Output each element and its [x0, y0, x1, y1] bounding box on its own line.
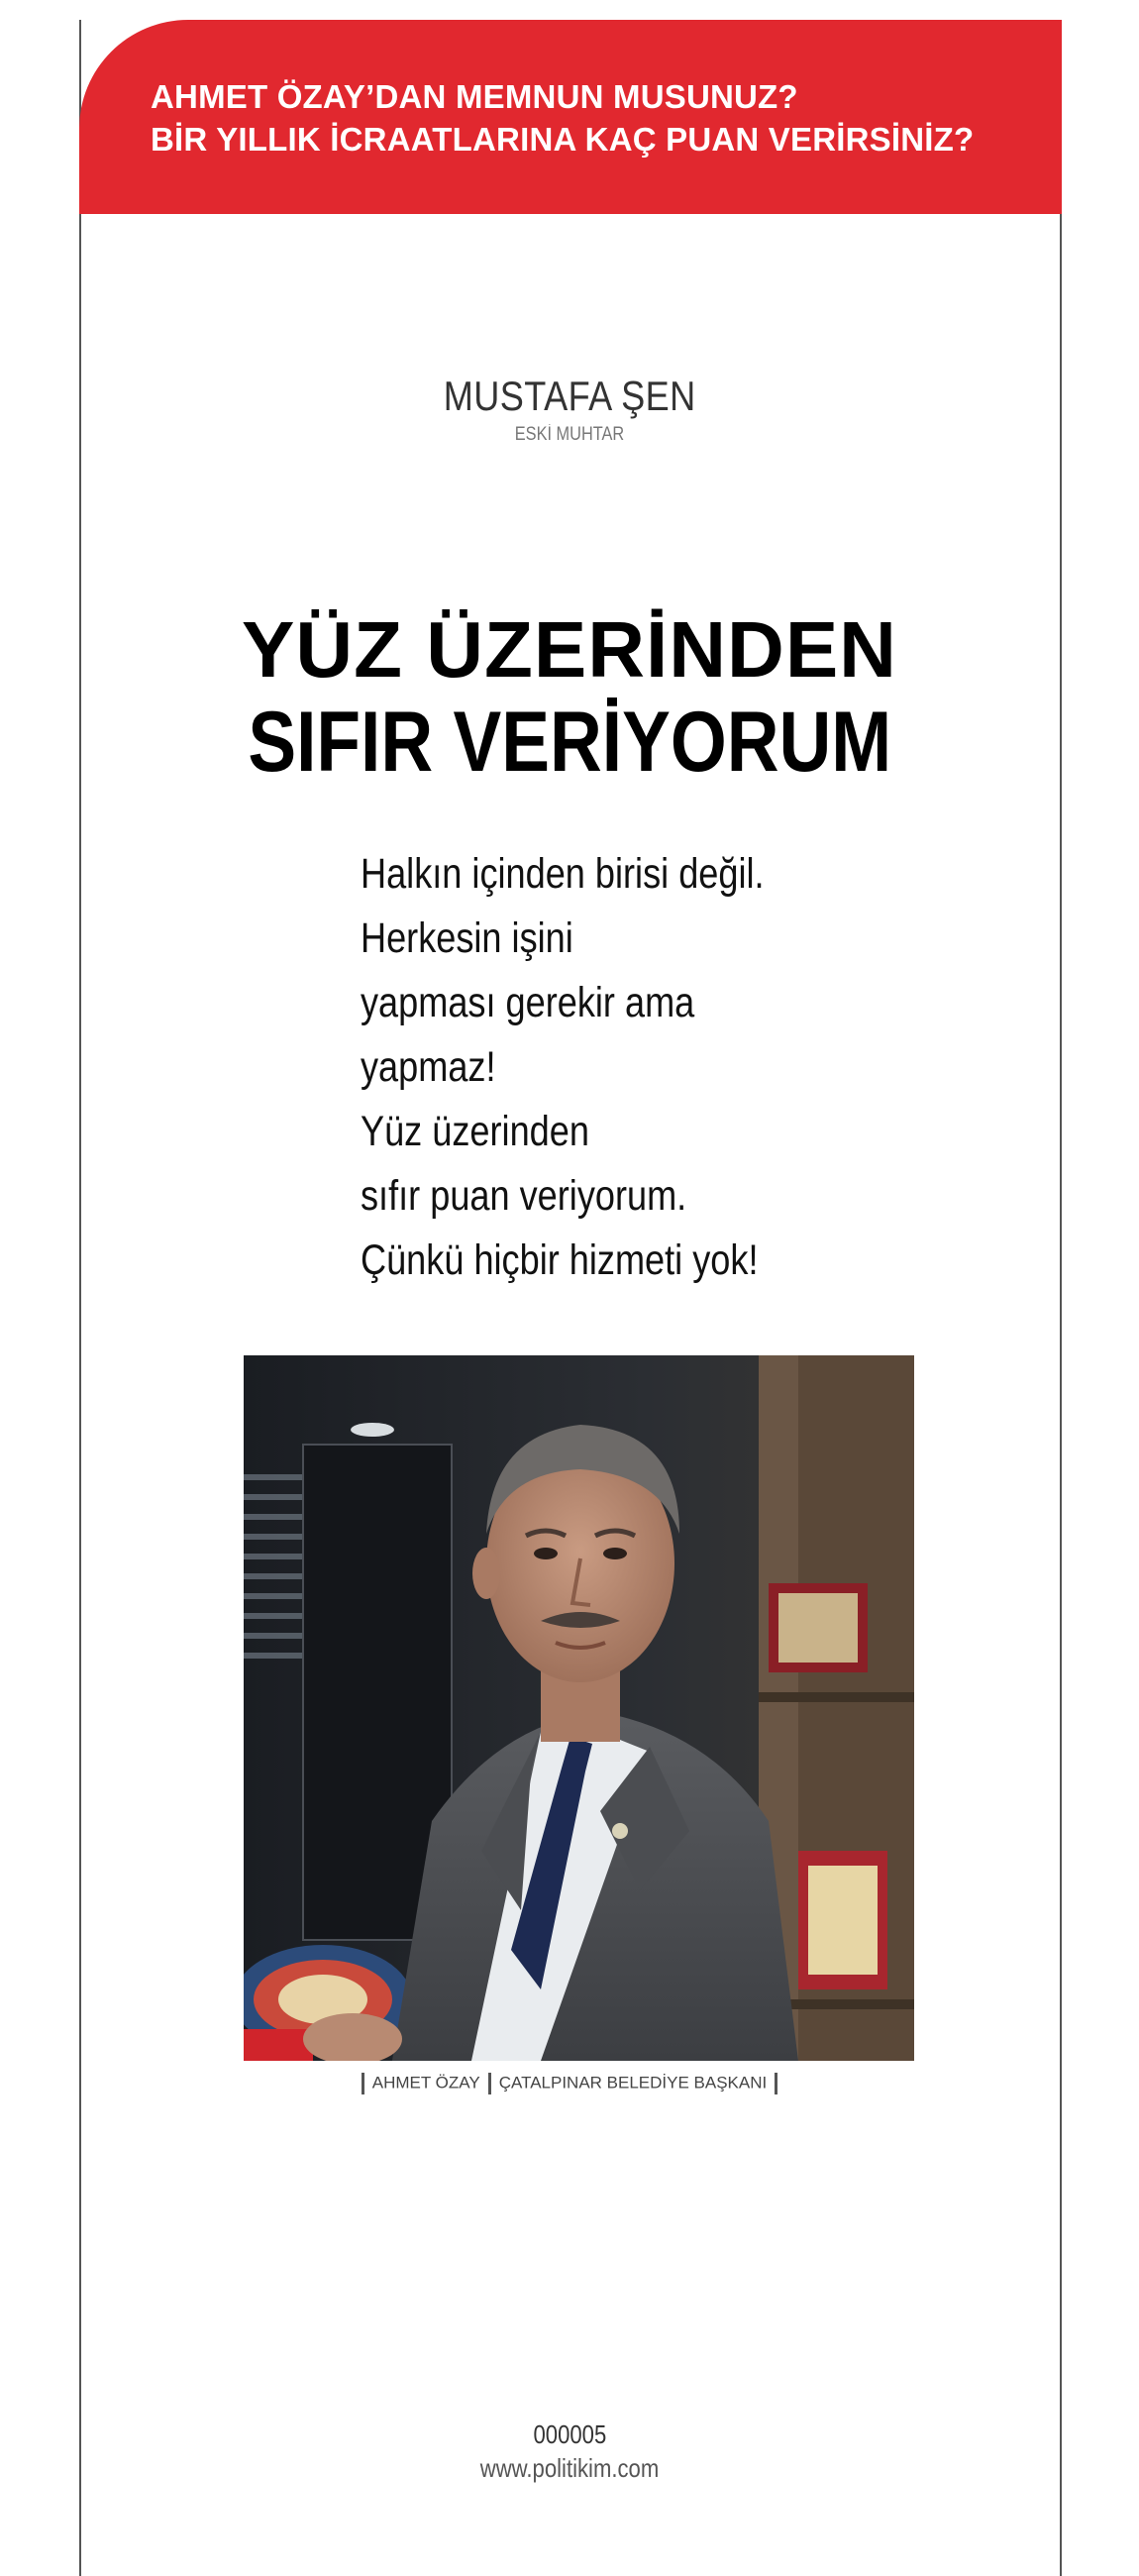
quote-text [361, 842, 955, 1293]
quote-line: Herkesin işini [361, 914, 573, 962]
quote-line: yapmaz! [361, 1043, 496, 1091]
banner-question-line-1: AHMET ÖZAY’DAN MEMNUN MUSUNUZ? [151, 78, 798, 115]
quote-line: yapması gerekir ama [361, 979, 695, 1026]
page-code: 000005 [533, 2419, 606, 2449]
portrait-photo [244, 1355, 914, 2061]
caption-title: ÇATALPINAR BELEDİYE BAŞKANI [498, 2073, 768, 2093]
quote-line: Yüz üzerinden [361, 1108, 589, 1155]
headline [0, 604, 1139, 789]
caption-divider [775, 2073, 777, 2094]
headline-line-2: SIFIR VERİYORUM [248, 695, 891, 790]
author-role: ESKİ MUHTAR [514, 424, 625, 445]
caption-divider [488, 2073, 491, 2094]
caption-name: AHMET ÖZAY [371, 2073, 480, 2093]
photo-caption [0, 2069, 1139, 2097]
quote-line: Halkın içinden birisi değil. [361, 850, 765, 898]
author-name: MUSTAFA ŞEN [443, 373, 696, 419]
website-link[interactable]: www.politikim.com [479, 2453, 660, 2483]
quote-line: Çünkü hiçbir hizmeti yok! [361, 1236, 759, 1284]
author-block [0, 372, 1139, 447]
footer [0, 2417, 1139, 2485]
header-banner [79, 20, 1062, 214]
headline-line-1: YÜZ ÜZERİNDEN [242, 605, 897, 694]
banner-question-line-2: BİR YILLIK İCRAATLARINA KAÇ PUAN VERİRSİNİZ? [151, 121, 975, 158]
caption-divider [362, 2073, 364, 2094]
quote-line: sıfır puan veriyorum. [361, 1172, 687, 1220]
